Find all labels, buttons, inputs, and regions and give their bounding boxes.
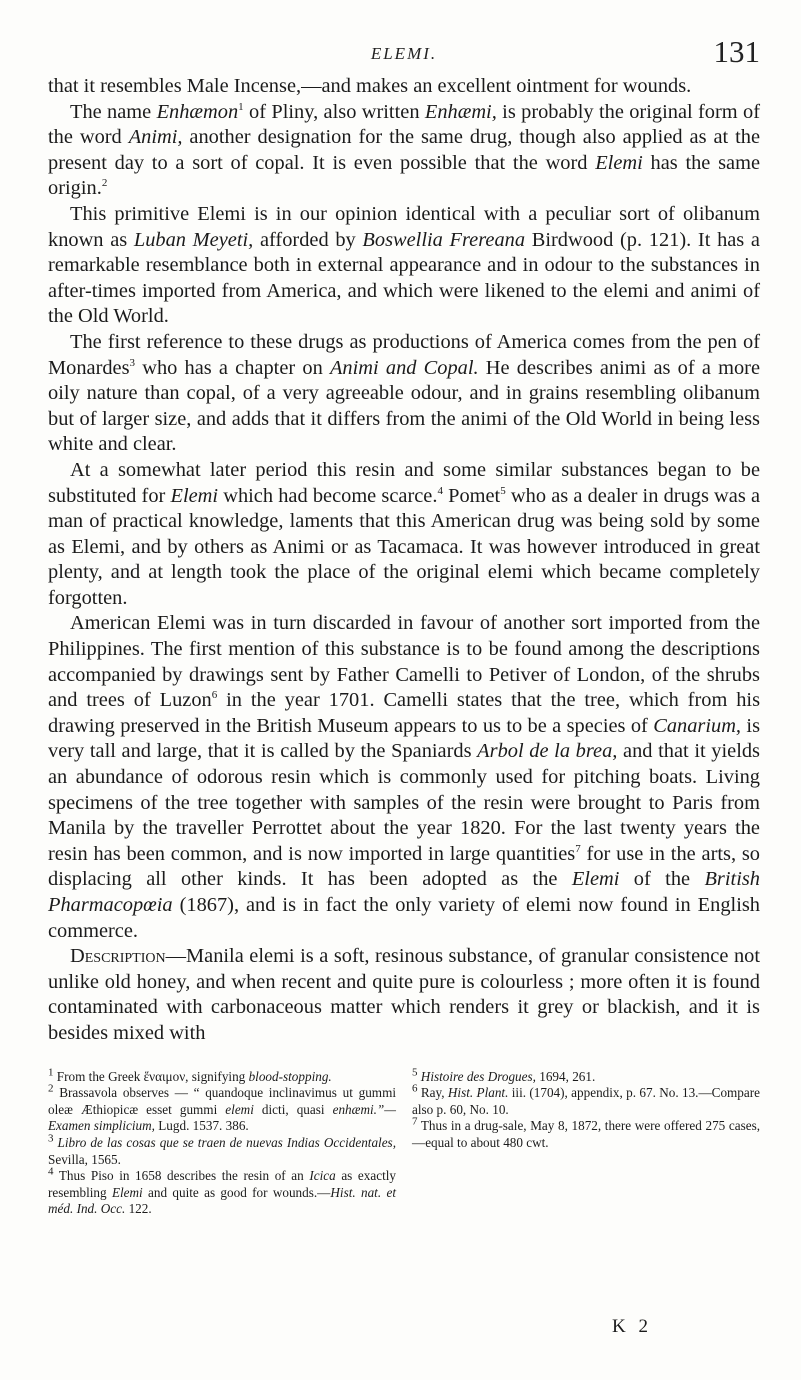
running-title: ELEMI.	[370, 44, 438, 63]
footnote-ref: 2	[101, 177, 108, 190]
paragraph-5: At a somewhat later period this resin and some similar substances began to be substituted for Elemi which had become scarce.$^4$ Pomet$^5$ who as a dealer in drugs was a man of practical knowledge, laments that this American drug was being sold by some as Elemi, and by others as Animi or as Tacamaca. It was however introduced in great plenty, and at length took the place of the original elemi which became completely forgotten.	[48, 458, 760, 609]
footnote-7: $^7$ Thus in a drug-sale, May 8, 1872, there were offered 275 cases,—equal to about 480 cwt.	[412, 1115, 760, 1150]
footnote-4: $^4$ Thus Piso in 1658 describes the resin of an Icica as exactly resembling Elemi and quite as good for wounds.—Hist. nat. et méd. Ind. Occ. 122.	[48, 1165, 397, 1217]
footnote-5: $^5$ Histoire des Drogues, 1694, 261.	[412, 1066, 596, 1084]
footnote-ref: 3	[129, 356, 136, 369]
footnote-1: $^1$ From the Greek ἕναιμον, signifying blood-stopping.	[48, 1066, 332, 1084]
paragraph-1: that it resembles Male Incense,—and makes an excellent ointment for wounds.	[48, 75, 692, 97]
section-heading-description: Description	[70, 945, 166, 968]
paragraph-6: American Elemi was in turn discarded in favour of another sort imported from the Philippines. The first mention of this substance is to be found among the descriptions accompanied by drawings sent by Father Camelli to Petiver of London, of the shrubs and trees of Luzon$^6$ in the year 1701. Camelli states that the tree, which from his drawing preserved in the British Museum appears to us to be a species of Canarium, is very tall and large, that it is called by the Spaniards Arbol de la brea, and that it yields an abundance of odorous resin which is commonly used for pitching boats. Living specimens of the tree together with samples of the resin were brought to Paris from Manila by the traveller Perrottet about the year 1820. For the last twenty years the resin has been common, and is now imported in large quantities$^7$ for use in the arts, so displacing all other kinds. It has been adopted as the Elemi of the British Pharmacopœia (1867), and is in fact the only variety of elemi now found in English commerce.	[48, 612, 761, 942]
running-head	[48, 30, 760, 74]
footnote-ref: 6	[211, 689, 218, 702]
paragraph-7: Description—Manila elemi is a soft, resinous substance, of granular consistence not unlike old honey, and when recent and quite pure is colourless ; more often it is found contaminated with carbonaceous matter which renders it grey or blackish, and it is besides mixed with	[48, 945, 760, 1044]
footnotes-right-column	[412, 1066, 760, 1218]
paragraph-2: The name Enhæmon$^1$ of Pliny, also written Enhæmi, is probably the original form of the word Animi, another designation for the same drug, though also applied as at the present day to a sort of copal. It is even possible that the word Elemi has the same origin.$^2$	[48, 100, 760, 200]
footnote-2: $^2$ Brassavola observes — “ quandoque inclinavimus ut gummi oleæ Æthiopicæ esset gummi elemi dicti, quasi enhæmi.”—Examen simplicium, Lugd. 1537. 386.	[48, 1082, 396, 1134]
paragraph-3: This primitive Elemi is in our opinion identical with a peculiar sort of olibanum known as Luban Meyeti, afforded by Boswellia Frereana Birdwood (p. 121). It has a remarkable resemblance both in external appearance and in odour to the substances in after-times imported from America, and which were likened to the elemi and animi of the Old World.	[48, 202, 760, 328]
book-page	[48, 30, 760, 1218]
footnote-ref: 1	[238, 100, 244, 113]
footnote-ref: 5	[500, 484, 506, 497]
footnotes-left-column	[48, 1066, 397, 1218]
footnote-3: $^3$ Libro de las cosas que se traen de nuevas Indias Occidentales, Sevilla, 1565.	[48, 1132, 396, 1167]
footnotes	[48, 1066, 760, 1218]
page-number: 131	[713, 34, 760, 69]
footnote-ref: 4	[437, 484, 443, 497]
body-text	[48, 74, 760, 1047]
signature-mark: K 2	[612, 1316, 652, 1337]
footnote-ref: 7	[575, 843, 581, 856]
footnote-6: $^6$ Ray, Hist. Plant. iii. (1704), appendix, p. 67. No. 13.—Compare also p. 60, No. 10.	[412, 1082, 760, 1117]
paragraph-4: The first reference to these drugs as productions of America comes from the pen of Monardes$^3$ who has a chapter on Animi and Copal. He describes animi as of a more oily nature than copal, of a very agreeable odour, and in grains resembling olibanum but of larger size, and adds that it differs from the animi of the Old World in being less white and clear.	[48, 330, 760, 456]
